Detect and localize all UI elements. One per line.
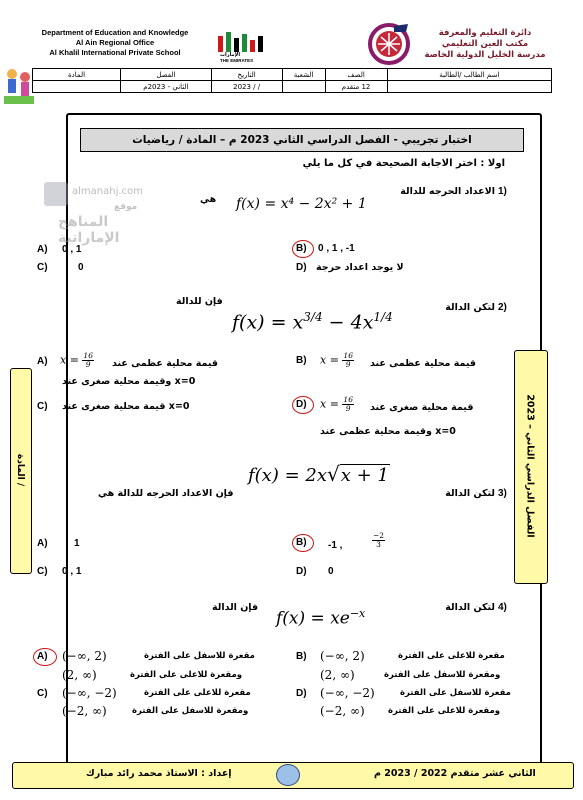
- value-section[interactable]: [282, 81, 325, 93]
- q2-d-frac-den: 9: [345, 404, 351, 413]
- q3-function: [248, 462, 390, 486]
- q2-option-c-label[interactable]: C): [37, 401, 48, 412]
- watermark-line1: almanahj.com: [72, 186, 143, 197]
- emirates-en: THE EMIRATES: [220, 58, 254, 63]
- q2-suffix: فإن للدالة: [176, 296, 223, 307]
- q2-a-frac-num: 16: [83, 351, 93, 360]
- value-date: / / 2023: [211, 81, 282, 93]
- footer-circle-icon: [276, 764, 300, 786]
- q4-option-d-label[interactable]: D): [296, 688, 307, 699]
- header-term: الفصل: [121, 69, 212, 81]
- value-student-name[interactable]: [387, 81, 551, 93]
- header-section: الشعبة: [282, 69, 325, 81]
- q3-option-d-text: 0: [328, 566, 334, 577]
- q2-number: 2): [498, 302, 507, 313]
- q1-option-d-text: لا يوجد اعداد حرجة: [316, 262, 404, 273]
- header-ar-line2: مكتب العين التعليمي: [441, 39, 529, 49]
- header-subject: المادة: [33, 69, 121, 81]
- q3-option-c-label[interactable]: C): [37, 566, 48, 577]
- q3-option-d-label[interactable]: D): [296, 566, 307, 577]
- q4-function: [276, 607, 365, 629]
- q3-option-b-label[interactable]: B): [296, 537, 307, 548]
- q4-option-d-ar2: ومقعرة للاعلى على الفترة: [388, 706, 501, 716]
- q3-b-frac-den: 3: [376, 540, 381, 549]
- q3-option-c-text: 0 , 1: [62, 566, 82, 577]
- q2-option-b-line1: قيمة محلية عظمى عند: [370, 358, 476, 369]
- q2-prompt: لتكن الدالة: [445, 302, 495, 313]
- value-subject[interactable]: [33, 81, 121, 93]
- header-date: التاريخ: [211, 69, 282, 81]
- header-en-line1: Department of Education and Knowledge: [41, 28, 189, 37]
- q1-suffix: هي: [200, 194, 217, 205]
- header-student-name: اسم الطالب /الطالبة: [387, 69, 551, 81]
- q3-option-b-text: -1 ,: [328, 540, 343, 551]
- q3-prompt: لتكن الدالة: [445, 488, 495, 499]
- footer-right: الثاني عشر متقدم 2022 / 2023 م: [374, 768, 536, 779]
- side-tab-right-text: الفصل الدراسي الثاني – 2023: [524, 394, 536, 538]
- q2-function-base: f(x) = x: [232, 311, 304, 334]
- sqrt-icon: √: [327, 462, 340, 486]
- header-grade: الصف: [325, 69, 387, 81]
- q2-option-c-line1: قيمة محلية صغرى عند x=0: [62, 401, 190, 412]
- q4-prompt: لتكن الدالة: [445, 602, 495, 613]
- value-grade: 12 متقدم: [325, 81, 387, 93]
- q4-option-d-int1: (−∞, −2): [320, 686, 375, 700]
- q2-a-xeq: x =: [60, 353, 79, 367]
- q4-option-c-ar2: ومقعرة للاسفل على الفترة: [132, 706, 249, 716]
- q2-d-xeq: x =: [320, 397, 339, 411]
- q1-option-b-text: 0 , 1 , -1: [318, 243, 355, 254]
- q2-b-frac: [342, 352, 354, 369]
- header-en-line3: Al Khalil International Private School: [49, 48, 181, 57]
- q4-option-a-int2: (2, ∞): [62, 668, 97, 682]
- q4-option-c-int2: (−2, ∞): [62, 704, 107, 718]
- q4-option-d-int2: (−2, ∞): [320, 704, 365, 718]
- q1-option-c-text: 0: [78, 262, 84, 273]
- header-en: [20, 28, 210, 58]
- side-tab-left-text: المادة /: [15, 453, 25, 487]
- q3-option-a-text: 1: [74, 538, 80, 549]
- q2-exp1: 3/4: [303, 310, 323, 324]
- watermark: [44, 182, 154, 246]
- q4-option-c-int1: (−∞, −2): [62, 686, 117, 700]
- section-instruction: اولا : اختر الاجابة الصحيحة في كل ما يلي: [302, 158, 505, 169]
- q2-function-mid: − 4x: [322, 311, 374, 334]
- q2-function: [232, 310, 393, 333]
- q4-suffix: فإن الدالة: [212, 602, 259, 613]
- header-ar-line1: دائرة التعليم والمعرفة: [438, 28, 532, 38]
- q2-option-a-line1: قيمة محلية عظمى عند: [112, 358, 218, 369]
- q2-option-a-label[interactable]: A): [37, 356, 48, 367]
- q2-a-frac-den: 9: [85, 360, 91, 369]
- q4-option-b-ar2: ومقعرة للاسفل على الفترة: [384, 670, 501, 680]
- emirates-logo: [216, 30, 272, 64]
- exam-title: اختبار تجريبي - الفصل الدراسي الثاني 2023 م – المادة / رياضيات: [80, 128, 524, 152]
- q4-option-a-ar1: مقعرة للاسفل على الفترة: [144, 651, 255, 661]
- q4-option-a-int1: (−∞, 2): [62, 649, 107, 663]
- value-term: الثاني - 2023م: [121, 81, 212, 93]
- q2-option-b-x: [320, 352, 354, 369]
- q4-option-c-ar1: مقعرة للاعلى على الفترة: [144, 688, 251, 698]
- kids-illustration: [2, 64, 36, 106]
- q3-b-frac-num: −2: [373, 531, 385, 540]
- q4-number: 4): [498, 602, 507, 613]
- q3-option-b-frac: [372, 532, 385, 549]
- q2-option-d-label[interactable]: D): [296, 399, 307, 410]
- header-ar: [410, 28, 560, 61]
- q3-function-pre: f(x) = 2x: [248, 465, 327, 486]
- q2-option-b-label[interactable]: B): [296, 355, 307, 366]
- student-info-table: [32, 68, 552, 93]
- q2-d-frac-num: 16: [343, 395, 353, 404]
- q4-option-b-int1: (−∞, 2): [320, 649, 365, 663]
- header-en-line2: Al Ain Regional Office: [75, 38, 155, 47]
- q2-option-d-x: [320, 396, 354, 413]
- q4-option-d-ar1: مقعرة للاسفل على الفترة: [400, 688, 511, 698]
- q4-option-b-int2: (2, ∞): [320, 668, 355, 682]
- q4-option-a-label[interactable]: A): [37, 651, 48, 662]
- q2-b-frac-num: 16: [343, 351, 353, 360]
- q2-b-frac-den: 9: [345, 360, 351, 369]
- q1-option-b-label[interactable]: B): [296, 243, 307, 254]
- q2-exp2: 1/4: [373, 310, 393, 324]
- footer-left: إعداد : الاستاذ محمد رائد مبارك: [86, 768, 232, 779]
- q1-prompt: الاعداد الحرجه للدالة: [400, 186, 495, 197]
- q3-function-rad: x + 1: [340, 465, 389, 486]
- q1-option-a-text: 0 , 1: [62, 244, 82, 255]
- q2-a-frac: [82, 352, 94, 369]
- q2-option-a-line2: وقيمة محلية صغرى عند x=0: [62, 376, 196, 387]
- q2-b-xeq: x =: [320, 353, 339, 367]
- q3-option-a-label[interactable]: A): [37, 538, 48, 549]
- q1-number: 1): [498, 186, 507, 197]
- q2-d-frac: [342, 396, 354, 413]
- emirates-ar: الإمارات: [220, 52, 241, 58]
- q2-option-a-x: [60, 352, 94, 369]
- q4-option-a-ar2: ومقعرة للاعلى على الفترة: [130, 670, 243, 680]
- q1-option-c-label[interactable]: C): [37, 262, 48, 273]
- q1-option-a-label[interactable]: A): [37, 244, 48, 255]
- school-logo: [364, 20, 414, 66]
- header-ar-line3: مدرسة الخليل الدولية الخاصة: [424, 50, 546, 60]
- q3-number: 3): [498, 488, 507, 499]
- q4-function-exp: −x: [349, 607, 366, 620]
- q3-suffix: فإن الاعداد الحرجه للدالة هي: [98, 488, 234, 499]
- q4-option-b-ar1: مقعرة للاعلى على الفترة: [398, 651, 505, 661]
- q1-option-d-label[interactable]: D): [296, 262, 307, 273]
- q1-function: f(x) = x⁴ − 2x² + 1: [236, 196, 367, 212]
- q2-option-d-line1: قيمة محلية صغرى عند: [370, 402, 474, 413]
- q2-option-d-line2: وقيمة محلية عظمى عند x=0: [320, 426, 456, 437]
- q3-b-frac: [372, 532, 385, 549]
- watermark-line3: المناهج الإماراتية: [58, 214, 120, 246]
- q4-option-b-label[interactable]: B): [296, 651, 307, 662]
- watermark-line2: موقع: [114, 202, 138, 212]
- q4-function-pre: f(x) = xe: [276, 608, 350, 629]
- q4-option-c-label[interactable]: C): [37, 688, 48, 699]
- watermark-logo-icon: [44, 182, 68, 206]
